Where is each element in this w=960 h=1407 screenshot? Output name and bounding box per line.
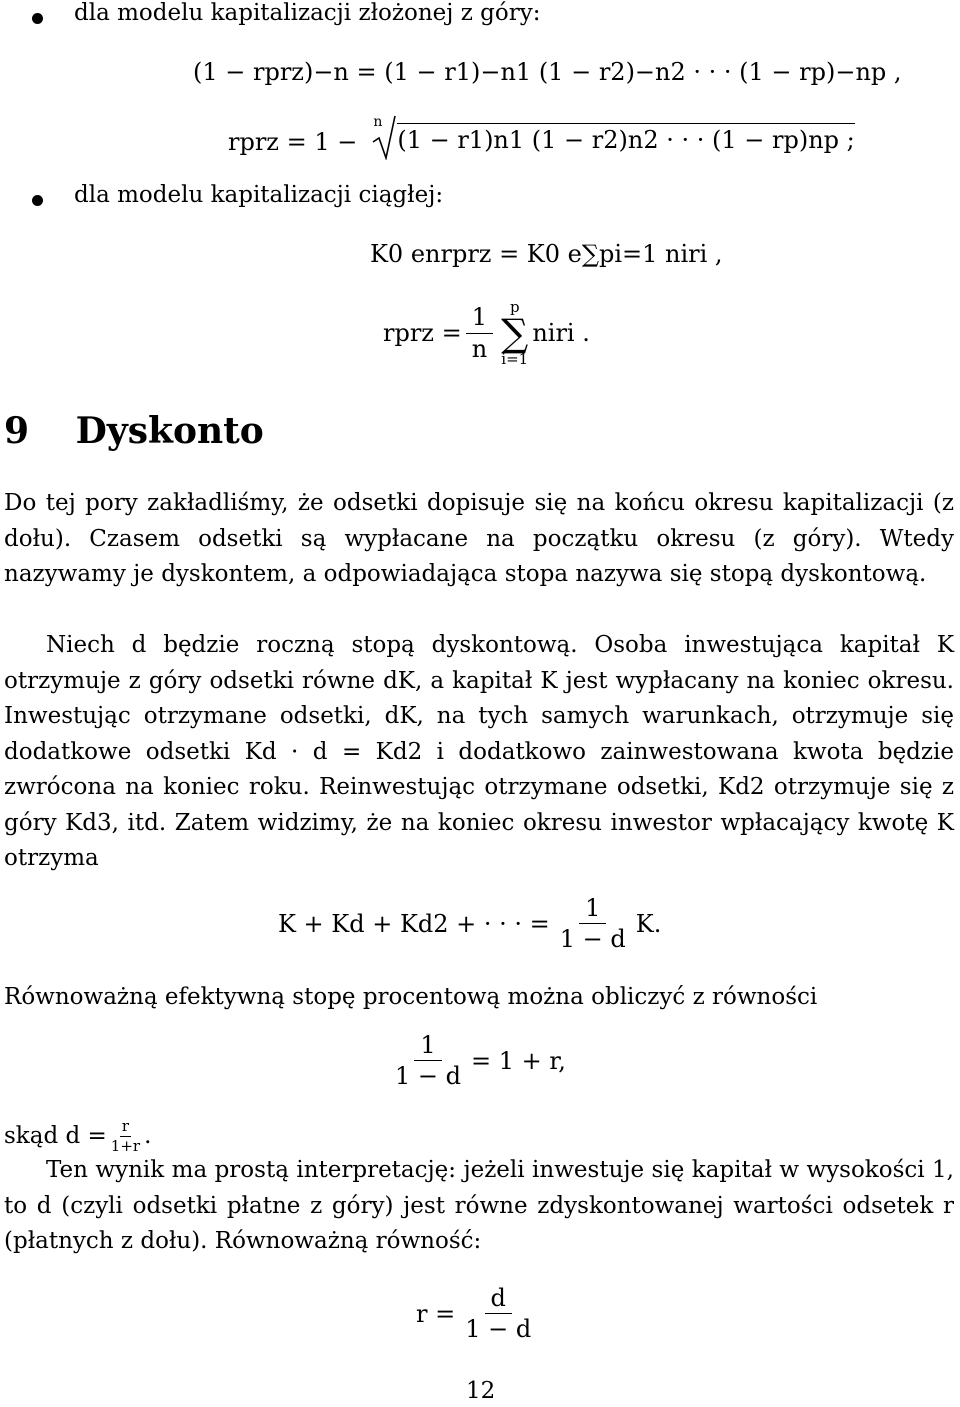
hence-prefix: skąd d =: [4, 1123, 107, 1149]
section-heading: [4, 410, 264, 452]
fraction-denominator: 1+r: [110, 1136, 141, 1155]
fraction-numerator: d: [485, 1285, 512, 1314]
radicand: (1 − r1)n1 (1 − r2)n2 · · · (1 − rp)np ;: [397, 123, 854, 154]
fraction-numerator: 1: [579, 895, 606, 924]
equation-lhs: rprz =: [383, 319, 462, 347]
fraction-numerator: 1: [414, 1032, 441, 1061]
fraction-denominator: 1 − d: [465, 1315, 532, 1344]
summation: [501, 298, 528, 368]
sigma-icon: ∑: [501, 311, 529, 355]
sum-upper-limit: p: [509, 298, 520, 316]
equation-rhs: = 1 + r,: [471, 1046, 566, 1075]
section-number: 9: [4, 410, 30, 452]
fraction: [459, 1285, 537, 1343]
root-index: n: [373, 114, 383, 130]
equation-continuous-1: K0 enrprz = K0 e∑pi=1 niri ,: [370, 240, 723, 268]
paragraph-interpretation: Ten wynik ma prostą interpretację: jeżeli inwestuje się kapitał w wysokości 1, to d (czyli odsetki płatne z góry) jest równe zdyskontowanej wartości odsetek r (płatnych z dołu). Równoważną równość:: [4, 1157, 954, 1254]
equation-lhs: K + Kd + Kd2 + · · · =: [278, 909, 550, 938]
equation-lhs: r =: [416, 1299, 456, 1328]
paragraph-hence: [4, 1118, 151, 1154]
section-title: Dyskonto: [75, 410, 264, 452]
fraction-numerator: r: [121, 1117, 130, 1135]
hence-suffix: .: [144, 1123, 152, 1149]
equation-rate-from-discount: [416, 1285, 541, 1343]
equation-rhs: niri .: [532, 319, 590, 347]
nth-root: [371, 114, 855, 160]
equation-text: (1 − rprz)−n = (1 − r1)−n1 (1 − r2)−n2 · · · (1 − rp)−np ,: [193, 58, 902, 86]
paragraph-effective-rate: Równoważną efektywną stopę procentową można obliczyć z równości: [4, 984, 818, 1010]
fraction-denominator: 1 − d: [559, 925, 626, 954]
bullet-item-compound-upfront: dla modelu kapitalizacji złożonej z góry:: [74, 0, 541, 26]
fraction: [466, 304, 493, 362]
fraction-denominator: 1 − d: [395, 1062, 461, 1091]
inline-fraction: [109, 1118, 142, 1154]
fraction-numerator: 1: [466, 304, 493, 333]
equation-compound-upfront-2: [228, 114, 855, 160]
fraction: [389, 1032, 467, 1090]
paragraph-discount-explanation: Niech d będzie roczną stopą dyskontową. Osoba inwestująca kapitał K otrzymuje z góry odsetki równe dK, a kapitał K jest wypłacany na koniec okresu. Inwestując otrzymane odsetki, dK, na tych samych warunkach, otrzymuje się dodatkowe odsetki Kd · d = Kd2 i dodatkowo zainwestowana kwota będzie zwrócona na koniec roku. Reinwestując otrzymane odsetki, Kd2 otrzymuje się z góry Kd3, itd. Zatem widzimy, że na koniec okresu inwestor wpłacający kwotę K otrzyma: [4, 632, 954, 871]
sum-lower-limit: i=1: [501, 350, 529, 368]
bullet-marker-1: [32, 13, 43, 24]
paragraph-intro: Do tej pory zakładliśmy, że odsetki dopisuje się na końcu okresu kapitalizacji (z dołu). Czasem odsetki są wypłacane na początku okresu (z góry). Wtedy nazywamy je dyskontem, a odpowiadająca stopa nazywa się stopą dyskontową.: [4, 490, 954, 587]
equation-geometric-series: [278, 895, 661, 953]
page-number: 12: [466, 1378, 496, 1404]
bullet-marker-2: [32, 195, 43, 206]
equation-rhs: K.: [635, 909, 662, 938]
equation-effective-rate: [385, 1032, 566, 1090]
fraction: [554, 895, 632, 953]
equation-lhs: rprz = 1 −: [228, 128, 358, 156]
equation-compound-upfront-1: [193, 58, 902, 86]
equation-continuous-2: [383, 298, 590, 368]
fraction-denominator: n: [471, 334, 488, 363]
bullet-item-continuous: dla modelu kapitalizacji ciągłej:: [74, 182, 444, 208]
